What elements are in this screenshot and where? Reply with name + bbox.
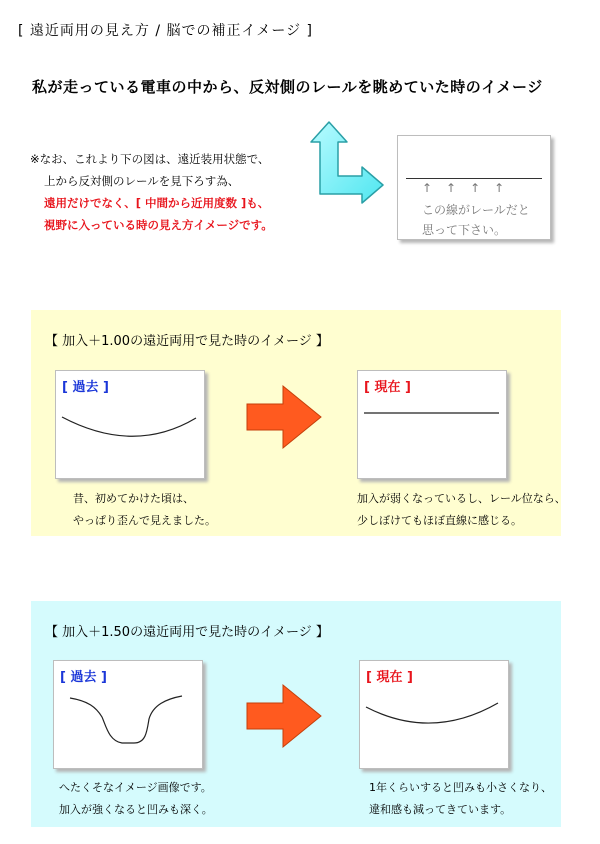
past-caption-line-2: 加入が強くなると凹みも深く。 xyxy=(59,803,213,816)
explanatory-note xyxy=(30,148,273,236)
panel-add-1-00 xyxy=(31,310,566,536)
now-label: [ 現在 ] xyxy=(366,670,413,685)
past-caption xyxy=(73,488,216,532)
past-rail-curve xyxy=(56,371,204,478)
past-view-card xyxy=(53,660,203,769)
scenario-heading: 私が走っている電車の中から、反対側のレールを眺めていた時のイメージ xyxy=(32,78,543,96)
now-caption-line-1: 加入が弱くなっているし、レール位なら、 xyxy=(357,492,566,505)
rail-legend-caption xyxy=(422,200,530,240)
panel-title: 【 加入＋1.50の遠近両用で見た時のイメージ 】 xyxy=(45,625,329,640)
panel-add-1-50 xyxy=(31,601,561,827)
past-label: [ 過去 ] xyxy=(62,380,109,395)
rail-line xyxy=(406,178,542,179)
rail-caption-line-2: 思って下さい。 xyxy=(422,223,507,237)
now-caption xyxy=(369,777,552,821)
up-right-elbow-arrow-icon xyxy=(307,118,387,210)
past-caption-line-1: 昔、初めてかけた頃は、 xyxy=(73,492,194,505)
up-arrows-icon: ↑↑↑↑ xyxy=(422,181,519,195)
note-line-3: 遠用だけでなく、[ 中間から近用度数 ]も、 xyxy=(44,196,270,210)
now-rail-line xyxy=(358,371,506,478)
now-rail-curve xyxy=(360,661,508,768)
panel-title: 【 加入＋1.00の遠近両用で見た時のイメージ 】 xyxy=(45,334,329,349)
now-view-card xyxy=(359,660,509,769)
now-caption-line-2: 違和感も減ってきています。 xyxy=(369,803,512,816)
now-caption-line-1: 1年くらいすると凹みも小さくなり、 xyxy=(369,781,552,794)
past-view-card xyxy=(55,370,205,479)
past-caption-line-2: やっぱり歪んで見えました。 xyxy=(73,514,216,527)
now-caption xyxy=(357,488,566,532)
note-line-2: 上から反対側のレールを見下ろす為、 xyxy=(44,174,240,188)
past-rail-curve xyxy=(54,661,202,768)
right-arrow-icon xyxy=(245,384,323,450)
rail-caption-line-1: この線がレールだと xyxy=(422,203,530,217)
page-title: [ 遠近両用の見え方 / 脳での補正イメージ ] xyxy=(18,23,314,39)
note-line-1: ※なお、これより下の図は、遠近装用状態で、 xyxy=(30,152,270,166)
now-view-card xyxy=(357,370,507,479)
rail-legend-box xyxy=(397,135,551,240)
now-caption-line-2: 少しぼけてもほぼ直線に感じる。 xyxy=(357,514,522,527)
now-label: [ 現在 ] xyxy=(364,380,411,395)
note-line-4: 視野に入っている時の見え方イメージです。 xyxy=(44,218,273,232)
past-label: [ 過去 ] xyxy=(60,670,107,685)
past-caption xyxy=(59,777,213,821)
past-caption-line-1: へたくそなイメージ画像です。 xyxy=(59,781,212,794)
right-arrow-icon xyxy=(245,683,323,749)
